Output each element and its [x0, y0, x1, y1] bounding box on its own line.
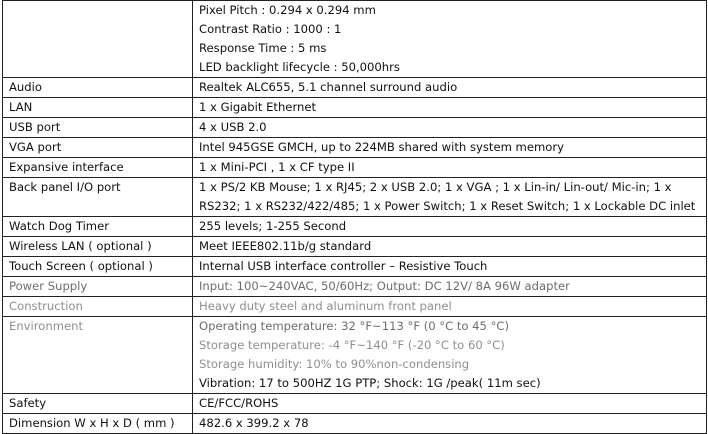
io-line-2: RS232; 1 x RS232/422/485; 1 x Power Switch; 1 x Reset Switch; 1 x Lockable DC inlet — [199, 199, 696, 213]
row-value: Input: 100~240VAC, 50/60Hz; Output: DC 12V/ 8A 96W adapter — [193, 277, 707, 297]
spec-table — [2, 0, 707, 434]
table-row — [3, 277, 707, 297]
row-value: Meet IEEE802.11b/g standard — [193, 237, 707, 257]
table-row — [3, 257, 707, 277]
row-value: 482.6 x 399.2 x 78 — [193, 414, 707, 434]
row-value: Intel 945GSE GMCH, up to 224MB shared with system memory — [193, 138, 707, 158]
table-row — [3, 394, 707, 414]
table-row — [3, 317, 707, 394]
table-row — [3, 237, 707, 257]
row-value — [193, 1, 707, 78]
row-label: Power Supply — [3, 277, 193, 297]
row-value: Heavy duty steel and aluminum front panel — [193, 297, 707, 317]
row-value: 4 x USB 2.0 — [193, 118, 707, 138]
table-row — [3, 178, 707, 217]
row-value: 255 levels; 1-255 Second — [193, 217, 707, 237]
row-label: Expansive interface — [3, 158, 193, 178]
row-value — [193, 317, 707, 394]
row-label — [3, 1, 193, 78]
io-line-1: 1 x PS/2 KB Mouse; 1 x RJ45; 2 x USB 2.0; 1 x VGA ; 1 x Lin-in/ Lin-out/ Mic-in; 1 x — [199, 180, 672, 194]
table-row — [3, 297, 707, 317]
storage-humidity: Storage humidity: 10% to 90%non-condensing — [199, 357, 470, 371]
row-value: CE/FCC/ROHS — [193, 394, 707, 414]
pixel-pitch: Pixel Pitch : 0.294 x 0.294 mm — [199, 3, 376, 17]
table-row — [3, 1, 707, 78]
row-value: Internal USB interface controller – Resistive Touch — [193, 257, 707, 277]
row-label: Back panel I/O port — [3, 178, 193, 217]
row-label: VGA port — [3, 138, 193, 158]
row-value — [193, 178, 707, 217]
table-row — [3, 118, 707, 138]
operating-temperature: Operating temperature: 32 °F~113 °F (0 °C to 45 °C) — [199, 319, 510, 333]
row-label: Audio — [3, 78, 193, 98]
row-label: Watch Dog Timer — [3, 217, 193, 237]
row-value: Realtek ALC655, 5.1 channel surround audio — [193, 78, 707, 98]
row-label: Environment — [3, 317, 193, 394]
vibration-shock: Vibration: 17 to 500HZ 1G PTP; Shock: 1G /peak( 11m sec) — [199, 376, 541, 390]
table-row — [3, 78, 707, 98]
table-row — [3, 158, 707, 178]
row-label: Safety — [3, 394, 193, 414]
table-row — [3, 217, 707, 237]
contrast-ratio: Contrast Ratio : 1000 : 1 — [199, 22, 342, 36]
row-label: Dimension W x H x D ( mm ) — [3, 414, 193, 434]
row-label: LAN — [3, 98, 193, 118]
table-row — [3, 414, 707, 434]
backlight-lifecycle: LED backlight lifecycle : 50,000hrs — [199, 60, 400, 74]
response-time: Response Time : 5 ms — [199, 41, 327, 55]
row-label: Construction — [3, 297, 193, 317]
row-value: 1 x Mini-PCI , 1 x CF type II — [193, 158, 707, 178]
row-label: Wireless LAN ( optional ) — [3, 237, 193, 257]
row-label: Touch Screen ( optional ) — [3, 257, 193, 277]
row-label: USB port — [3, 118, 193, 138]
table-row — [3, 98, 707, 118]
row-value: 1 x Gigabit Ethernet — [193, 98, 707, 118]
storage-temperature: Storage temperature: -4 °F~140 °F (-20 °C to 60 °C) — [199, 338, 505, 352]
table-row — [3, 138, 707, 158]
